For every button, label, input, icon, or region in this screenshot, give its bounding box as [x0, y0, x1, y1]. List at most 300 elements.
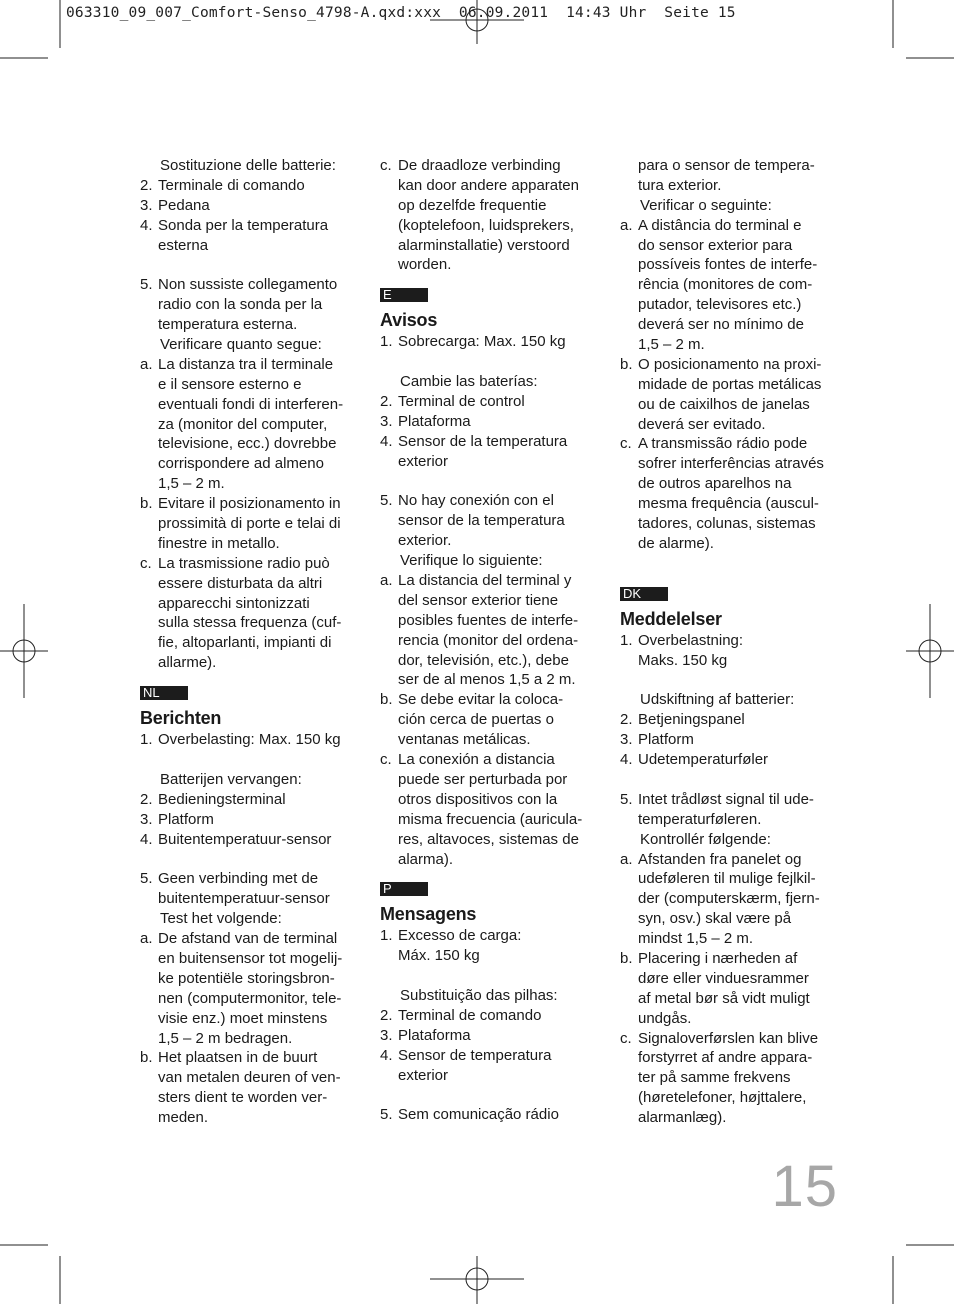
- line-text: para o sensor de tempera-: [638, 157, 815, 174]
- list-marker: a.: [380, 572, 393, 590]
- list-marker: a.: [620, 850, 633, 868]
- line-text: Overbelastning:: [638, 631, 744, 649]
- line-text: exterior: [398, 452, 449, 470]
- line-text: døre eller vinduesrammer: [638, 969, 809, 987]
- line-text: Overbelasting: Max. 150 kg: [158, 731, 341, 749]
- line-text: posibles fuentes de interfe-: [398, 611, 579, 629]
- text-line: [140, 1009, 362, 1029]
- line-text: do sensor exterior para: [638, 236, 793, 254]
- text-line: [380, 926, 602, 946]
- text-line: [380, 730, 602, 750]
- list-marker: 5.: [380, 492, 393, 510]
- text-line: [620, 1029, 842, 1049]
- line-text: Sobrecarga: Max. 150 kg: [398, 333, 566, 351]
- text-column-2: [380, 156, 602, 1125]
- line-text: Pedana: [158, 196, 210, 214]
- line-text: temperaturføleren.: [638, 810, 762, 828]
- text-line: [380, 236, 602, 256]
- text-line: [140, 474, 362, 494]
- line-text: No hay conexión con el: [398, 492, 554, 510]
- line-text: 1,5 – 2 m bedragen.: [158, 1029, 293, 1047]
- text-line: [140, 534, 362, 554]
- list-marker: c.: [380, 751, 392, 769]
- line-text: 1,5 – 2 m.: [158, 475, 225, 493]
- text-line: [140, 295, 362, 315]
- line-text: Het plaatsen in de buurt: [158, 1049, 318, 1067]
- text-line: [140, 594, 362, 614]
- line-text: Verificare quanto segue:: [160, 336, 322, 354]
- text-line: [620, 969, 842, 989]
- text-line: [620, 375, 842, 395]
- text-line: [620, 1088, 842, 1108]
- line-text: Bedieningsterminal: [158, 790, 286, 808]
- text-line: [380, 432, 602, 452]
- text-line: [620, 1068, 842, 1088]
- text-line: [380, 452, 602, 472]
- text-line: [380, 216, 602, 236]
- line-text: Udskiftning af batterier:: [640, 691, 795, 709]
- line-text: mesma frequência (auscul-: [638, 495, 819, 513]
- text-line: [380, 531, 602, 551]
- line-text: visie enz.) moet minstens: [158, 1009, 328, 1027]
- list-marker: b.: [620, 355, 633, 373]
- text-line: [620, 949, 842, 969]
- list-marker: 3.: [140, 810, 153, 828]
- text-line: [380, 946, 602, 966]
- text-line: [140, 790, 362, 810]
- line-text: exterior: [398, 1066, 449, 1084]
- text-line: [380, 651, 602, 671]
- text-line: [620, 474, 842, 494]
- text-line: [380, 176, 602, 196]
- line-text: rencia (monitor del ordena-: [398, 631, 579, 649]
- blank-line: [140, 255, 362, 275]
- line-text: midade de portas metálicas: [638, 375, 822, 393]
- section-heading: Berichten: [140, 708, 222, 729]
- line-text: La conexión a distancia: [398, 751, 555, 769]
- list-marker: 3.: [140, 196, 153, 214]
- line-text: van metalen deuren of ven-: [158, 1069, 341, 1087]
- text-line: [620, 1009, 842, 1029]
- list-marker: c.: [620, 1029, 632, 1047]
- blank-line: [380, 966, 602, 986]
- text-line: [380, 255, 602, 275]
- list-marker: c.: [380, 157, 392, 174]
- line-text: Sem comunicação rádio: [398, 1106, 559, 1124]
- text-line: [140, 889, 362, 909]
- text-line: [620, 790, 842, 810]
- text-line: [380, 1006, 602, 1026]
- list-marker: c.: [140, 554, 152, 572]
- line-text: possíveis fontes de interfe-: [638, 256, 818, 274]
- text-line: [620, 810, 842, 830]
- text-line: [140, 770, 362, 790]
- text-line: [620, 850, 842, 870]
- list-marker: b.: [380, 691, 393, 709]
- text-line: [620, 395, 842, 415]
- text-line: [380, 511, 602, 531]
- line-text: af metal bør så vidt muligt: [638, 989, 810, 1007]
- text-line: [140, 494, 362, 514]
- line-text: res, altavoces, sistemas de: [398, 830, 579, 848]
- text-line: [620, 176, 842, 196]
- line-text: op dezelfde frequentie: [398, 196, 547, 214]
- text-line: [380, 591, 602, 611]
- list-marker: 1.: [620, 631, 633, 649]
- language-tag: NL: [140, 686, 188, 700]
- list-marker: 2.: [620, 711, 633, 729]
- text-line: [140, 415, 362, 435]
- list-marker: 4.: [380, 1046, 393, 1064]
- list-marker: 3.: [380, 1026, 393, 1044]
- text-column-3: [620, 156, 842, 1128]
- line-text: Excesso de carga:: [398, 927, 522, 945]
- text-line: [140, 236, 362, 256]
- line-text: Kontrollér følgende:: [640, 830, 771, 848]
- text-line: [620, 216, 842, 236]
- line-text: Sensor de la temperatura: [398, 432, 568, 450]
- blank-line: [620, 670, 842, 690]
- line-text: deverá ser no mínimo de: [638, 316, 804, 334]
- line-text: tadores, colunas, sistemas: [638, 515, 816, 533]
- text-line: [140, 1048, 362, 1068]
- list-marker: 3.: [380, 412, 393, 430]
- text-line: [140, 196, 362, 216]
- text-line: [620, 1108, 842, 1128]
- section-heading: Meddelelser: [620, 608, 722, 629]
- text-line: [140, 176, 362, 196]
- line-text: Udetemperaturføler: [638, 751, 769, 769]
- text-line: [380, 551, 602, 571]
- text-line: [140, 315, 362, 335]
- text-line: [140, 929, 362, 949]
- text-line: [140, 653, 362, 673]
- text-line: [140, 830, 362, 850]
- text-column-1: [140, 156, 362, 1128]
- line-text: e il sensore esterno e: [158, 375, 302, 393]
- list-marker: a.: [620, 216, 633, 234]
- list-marker: a.: [140, 930, 153, 948]
- list-marker: 2.: [140, 176, 153, 194]
- line-text: Intet trådløst signal til ude-: [638, 790, 814, 808]
- line-text: Plataforma: [398, 412, 471, 430]
- line-text: sofrer interferências através: [638, 455, 824, 473]
- text-line: [140, 730, 362, 750]
- text-line: [380, 631, 602, 651]
- line-text: (høretelefoner, højttalere,: [638, 1089, 807, 1107]
- list-marker: 1.: [380, 927, 393, 945]
- line-text: 1,5 – 2 m.: [638, 336, 705, 354]
- language-tag: E: [380, 288, 428, 302]
- line-text: alarminstallatie) verstoord: [398, 236, 570, 254]
- text-line: [620, 275, 842, 295]
- list-marker: 4.: [380, 432, 393, 450]
- text-line: [620, 909, 842, 929]
- line-text: ter på samme frekvens: [638, 1069, 791, 1087]
- text-line: [380, 332, 602, 352]
- text-line: [140, 613, 362, 633]
- line-text: meden.: [158, 1109, 209, 1127]
- list-marker: 2.: [380, 393, 393, 411]
- line-text: ou de caixilhos de janelas: [638, 395, 810, 413]
- line-text: De draadloze verbinding: [398, 157, 561, 174]
- text-line: [380, 372, 602, 392]
- line-text: de alarme).: [638, 534, 714, 552]
- text-line: [380, 690, 602, 710]
- line-text: corrispondere ad almeno: [158, 455, 324, 473]
- text-line: [140, 909, 362, 929]
- line-text: televisione, ecc.) dovrebbe: [158, 435, 337, 453]
- text-line: [620, 730, 842, 750]
- text-line: [380, 986, 602, 1006]
- list-marker: 4.: [620, 751, 633, 769]
- line-text: A transmissão rádio pode: [638, 435, 808, 453]
- text-line: [620, 494, 842, 514]
- text-line: [620, 889, 842, 909]
- line-text: putador, televisores etc.): [638, 296, 802, 314]
- text-line: [620, 690, 842, 710]
- line-text: Test het volgende:: [160, 910, 282, 928]
- language-tag: P: [380, 882, 428, 896]
- line-text: udeføleren til mulige fejlkil-: [638, 870, 816, 888]
- text-line: [620, 315, 842, 335]
- line-text: del sensor exterior tiene: [398, 591, 559, 609]
- list-marker: c.: [620, 435, 632, 453]
- list-marker: b.: [620, 949, 633, 967]
- list-marker: a.: [140, 355, 153, 373]
- text-line: [620, 196, 842, 216]
- text-line: [380, 571, 602, 591]
- line-text: undgås.: [638, 1009, 692, 1027]
- page-number: 15: [771, 1154, 838, 1219]
- text-line: [380, 412, 602, 432]
- line-text: puede ser perturbada por: [398, 770, 568, 788]
- line-text: Terminal de control: [398, 393, 525, 411]
- line-text: A distância do terminal e: [638, 216, 802, 234]
- blank-line: [140, 850, 362, 870]
- text-line: [140, 156, 362, 176]
- line-text: Afstanden fra panelet og: [638, 850, 802, 868]
- text-line: [380, 611, 602, 631]
- line-text: ción cerca de puertas o: [398, 711, 554, 729]
- line-text: Evitare il posizionamento in: [158, 495, 341, 513]
- text-line: [620, 255, 842, 275]
- line-text: Platform: [638, 731, 694, 749]
- line-text: forstyrret af andre appara-: [638, 1049, 813, 1067]
- text-line: [140, 989, 362, 1009]
- text-line: [380, 491, 602, 511]
- line-text: sensor de la temperatura: [398, 512, 565, 530]
- line-text: Plataforma: [398, 1026, 471, 1044]
- text-line: [140, 275, 362, 295]
- text-line: [140, 810, 362, 830]
- text-line: [140, 1068, 362, 1088]
- line-text: der (computerskærm, fjern-: [638, 890, 820, 908]
- line-text: Sensor de temperatura: [398, 1046, 552, 1064]
- text-line: [380, 770, 602, 790]
- text-line: [380, 156, 602, 176]
- line-text: Batterijen vervangen:: [160, 770, 302, 788]
- line-text: exterior.: [398, 532, 452, 550]
- line-text: Verificar o seguinte:: [640, 196, 772, 214]
- line-text: za (monitor del computer,: [158, 415, 328, 433]
- line-text: de outros aparelhos na: [638, 475, 792, 493]
- language-tag: DK: [620, 587, 668, 601]
- line-text: radio con la sonda per la: [158, 296, 323, 314]
- line-text: otros dispositivos con la: [398, 790, 558, 808]
- text-line: [380, 1046, 602, 1066]
- text-line: [380, 810, 602, 830]
- print-slug: 063310_09_007_Comfort-Senso_4798-A.qxd:xxx 06.09.2011 14:43 Uhr Seite 15: [66, 5, 736, 21]
- text-line: [140, 434, 362, 454]
- line-text: Máx. 150 kg: [398, 947, 480, 965]
- text-line: [380, 790, 602, 810]
- line-text: Betjeningspanel: [638, 711, 745, 729]
- line-text: Terminal de comando: [398, 1006, 542, 1024]
- line-text: en buitensensor tot mogelij-: [158, 949, 343, 967]
- line-text: rência (monitores de com-: [638, 276, 813, 294]
- line-text: ser de al menos 1,5 a 2 m.: [398, 671, 576, 689]
- list-marker: 5.: [620, 790, 633, 808]
- text-line: [140, 969, 362, 989]
- line-text: kan door andere apparaten: [398, 176, 579, 194]
- text-line: [140, 1029, 362, 1049]
- text-line: [620, 750, 842, 770]
- text-line: [140, 1108, 362, 1128]
- text-line: [620, 454, 842, 474]
- text-line: [140, 216, 362, 236]
- line-text: Buitentemperatuur-sensor: [158, 830, 332, 848]
- line-text: Maks. 150 kg: [638, 651, 728, 669]
- line-text: temperatura esterna.: [158, 316, 298, 334]
- list-marker: b.: [140, 1049, 153, 1067]
- list-marker: 5.: [380, 1106, 393, 1124]
- text-line: [620, 295, 842, 315]
- line-text: Sostituzione delle batterie:: [160, 157, 336, 174]
- line-text: mindst 1,5 – 2 m.: [638, 930, 754, 948]
- blank-line: [380, 1086, 602, 1106]
- text-line: [140, 335, 362, 355]
- line-text: eventuali fondi di interferen-: [158, 395, 344, 413]
- line-text: alarmanlæg).: [638, 1109, 727, 1127]
- line-text: Placering i nærheden af: [638, 949, 798, 967]
- text-line: [620, 534, 842, 554]
- text-line: [140, 454, 362, 474]
- text-line: [380, 710, 602, 730]
- text-line: [140, 949, 362, 969]
- text-line: [380, 392, 602, 412]
- text-line: [140, 554, 362, 574]
- text-line: [620, 514, 842, 534]
- line-text: apparecchi sintonizzati: [158, 594, 310, 612]
- text-line: [380, 1105, 602, 1125]
- text-line: [620, 631, 842, 651]
- list-marker: 5.: [140, 870, 153, 888]
- line-text: (koptelefoon, luidsprekers,: [398, 216, 574, 234]
- line-text: La distanza tra il terminale: [158, 355, 334, 373]
- blank-line: [380, 472, 602, 492]
- text-line: [620, 830, 842, 850]
- text-line: [380, 750, 602, 770]
- list-marker: 3.: [620, 731, 633, 749]
- list-marker: 4.: [140, 830, 153, 848]
- line-text: dor, televisión, etc.), debe: [398, 651, 569, 669]
- line-text: worden.: [398, 256, 452, 274]
- line-text: La trasmissione radio può: [158, 554, 330, 572]
- text-line: [140, 514, 362, 534]
- text-line: [620, 929, 842, 949]
- section-heading: Avisos: [380, 310, 438, 331]
- line-text: Sonda per la temperatura: [158, 216, 329, 234]
- text-line: [620, 710, 842, 730]
- text-line: [140, 574, 362, 594]
- line-text: buitentemperatuur-sensor: [158, 890, 330, 908]
- text-line: [140, 355, 362, 375]
- text-line: [380, 830, 602, 850]
- blank-line: [620, 770, 842, 790]
- line-text: ventanas metálicas.: [398, 731, 531, 749]
- list-marker: 1.: [140, 731, 153, 749]
- text-line: [620, 355, 842, 375]
- text-line: [620, 989, 842, 1009]
- list-marker: b.: [140, 495, 153, 513]
- line-text: essere disturbata da altri: [158, 574, 323, 592]
- text-line: [620, 335, 842, 355]
- line-text: sters dient te worden ver-: [158, 1089, 328, 1107]
- line-text: Non sussiste collegamento: [158, 276, 338, 294]
- line-text: deverá ser evitado.: [638, 415, 766, 433]
- line-text: allarme).: [158, 654, 217, 672]
- text-line: [140, 375, 362, 395]
- line-text: sulla stessa frequenza (cuf-: [158, 614, 342, 632]
- line-text: De afstand van de terminal: [158, 930, 338, 948]
- list-marker: 1.: [380, 333, 393, 351]
- list-marker: 2.: [380, 1006, 393, 1024]
- text-line: [380, 670, 602, 690]
- text-line: [380, 1066, 602, 1086]
- line-text: nen (computermonitor, tele-: [158, 989, 342, 1007]
- line-text: Platform: [158, 810, 214, 828]
- list-marker: 5.: [140, 276, 153, 294]
- line-text: O posicionamento na proxi-: [638, 355, 822, 373]
- text-line: [380, 850, 602, 870]
- text-line: [140, 633, 362, 653]
- line-text: tura exterior.: [638, 176, 722, 194]
- line-text: fie, altoparlanti, impianti di: [158, 634, 332, 652]
- blank-line: [620, 554, 842, 574]
- text-line: [140, 869, 362, 889]
- text-line: [620, 1048, 842, 1068]
- line-text: alarma).: [398, 850, 454, 868]
- line-text: finestre in metallo.: [158, 534, 280, 552]
- text-line: [620, 156, 842, 176]
- text-line: [380, 196, 602, 216]
- text-line: [620, 434, 842, 454]
- line-text: Cambie las baterías:: [400, 373, 538, 391]
- text-line: [620, 869, 842, 889]
- blank-line: [140, 750, 362, 770]
- line-text: Verifique lo siguiente:: [400, 552, 543, 570]
- text-line: [140, 395, 362, 415]
- line-text: Terminale di comando: [158, 176, 305, 194]
- line-text: La distancia del terminal y: [398, 572, 572, 590]
- blank-line: [380, 352, 602, 372]
- text-line: [620, 415, 842, 435]
- line-text: ke potentiële storingsbron-: [158, 969, 335, 987]
- list-marker: 2.: [140, 790, 153, 808]
- line-text: Signaloverførslen kan blive: [638, 1029, 819, 1047]
- line-text: esterna: [158, 236, 209, 254]
